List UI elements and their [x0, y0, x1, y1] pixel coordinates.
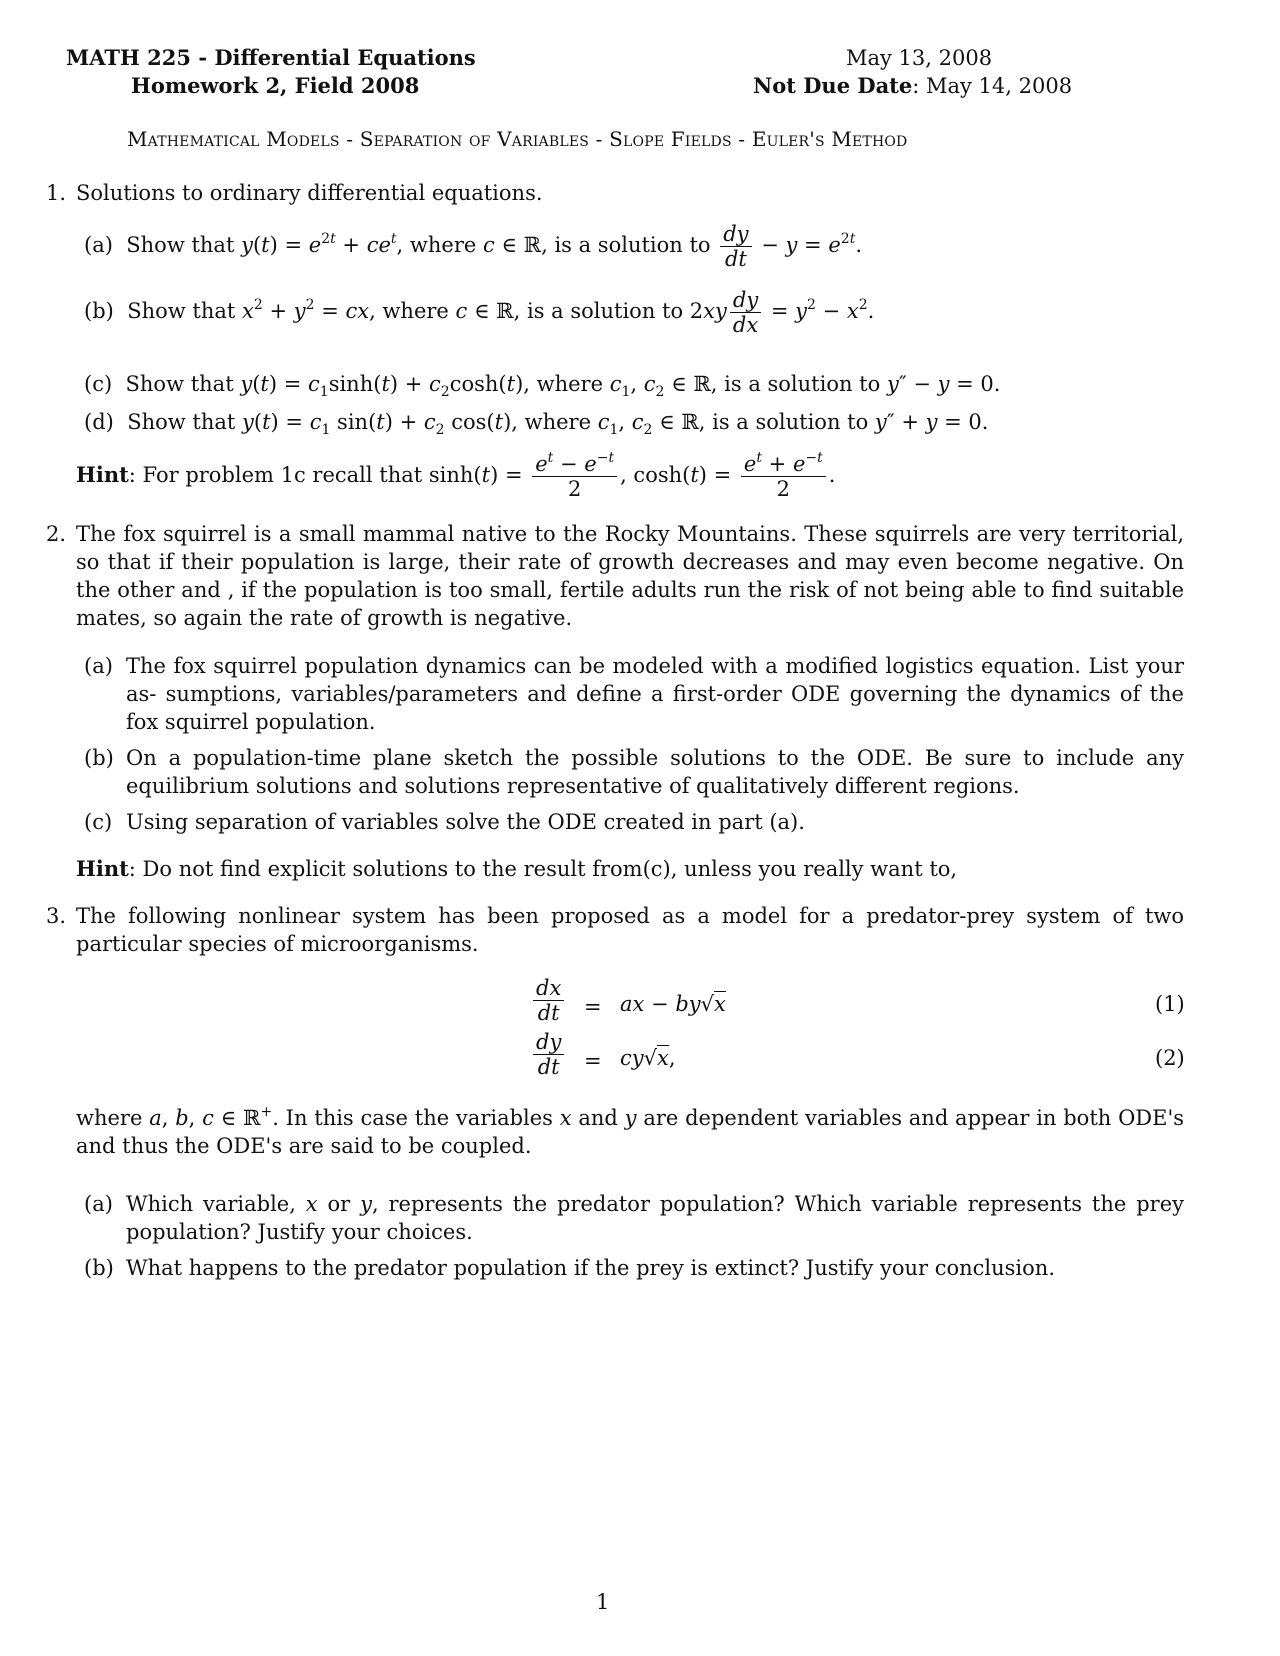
- cosh-fraction: $\frac{e^t + e^{-t}}{2}$: [741, 452, 826, 501]
- q2-hint: [76, 855, 957, 883]
- q1b-label: (b): [84, 299, 114, 323]
- dy-dt-fraction: $\frac{dy}{dt}$: [720, 222, 751, 271]
- q1d-item: (d) Show that $y(t) = c_1$ $\sin(t) + c_2$ cos(t), where $c_1$, $c_2$ ∈ ℝ, is a solution to y″ + y = 0.: [84, 410, 989, 438]
- eq1-lhs: [530, 976, 567, 1025]
- page-number: 1: [596, 1590, 610, 1614]
- q3a-or: or: [317, 1192, 361, 1216]
- q3-where: where a, b, c ∈ ℝ+. In this case the variables x and y are dependent variables and appear in both ODE's and thus the ODE's are said to be coupled.: [76, 1104, 1185, 1158]
- q1a-label: (a): [84, 233, 113, 257]
- q2-intro: The fox squirrel is a small mammal native to the Rocky Mountains. These squirrels are very territorial, so that if their population is large, their rate of growth decreases and may even become negative. On the other and , if the population is too small, fertile adults run the risk of not being able to find suitable mates, so again the rate of growth is negative.: [76, 522, 1184, 630]
- q2-hint-label: Hint: [76, 856, 129, 881]
- not-due-value: : May 14, 2008: [912, 74, 1073, 98]
- q1c-mid: , where: [523, 372, 610, 396]
- q2c-label: (c): [84, 810, 113, 834]
- eq2-tag: (2): [1155, 1046, 1185, 1070]
- eq2-lhs: [530, 1030, 567, 1079]
- q1a-mid2: , is a solution to: [541, 233, 718, 257]
- q1b-item: (b) Show that $x^2 + y^2$ = cx, where c ∈ ℝ, is a solution to 2xy $\frac{dy}{dx}$ = $y^2 - x^2$.: [84, 288, 875, 337]
- q1a-mid: , where: [396, 233, 483, 257]
- eq1-equals: =: [584, 995, 602, 1019]
- homework-title: Homework 2, Field 2008: [131, 73, 420, 98]
- q1-hint: Hint: For problem 1c recall that sinh(t) = $\frac{e^t - e^{-t}}{2}$ , cosh(t) = $\frac{e^t + e^{-t}}{2}$ .: [76, 450, 836, 501]
- q3a-pre: Which variable,: [126, 1192, 306, 1216]
- q2a-text: The fox squirrel population dynamics can be modeled with a modified logistics equation. List your as- sumptions, variables/parameters and define a first-order ODE governing the dynamics of the fox squirrel population.: [126, 654, 1184, 734]
- q1-title: Solutions to ordinary differential equations.: [76, 181, 543, 205]
- q1b-mid: , where: [369, 299, 456, 323]
- not-due-date: [753, 72, 1072, 100]
- q3-where-post: . In this case the variables: [272, 1106, 560, 1130]
- q2-number: 2.: [46, 522, 67, 546]
- q2c-text: Using separation of variables solve the ODE created in part (a).: [126, 810, 805, 834]
- q3a-text: Which variable, x or y, represents the predator population? Which variable represents the prey population? Justify your choices.: [126, 1192, 1184, 1244]
- q3a-post: , represents the predator population? Which variable represents the prey population? Justify your choices.: [126, 1192, 1184, 1244]
- q1c-label: (c): [84, 372, 113, 396]
- q2b-label: (b): [84, 746, 114, 770]
- eq2-rhs: cy√x,: [620, 1046, 676, 1070]
- q1-hint-label: Hint: [76, 462, 129, 487]
- q2-hint-text: : Do not find explicit solutions to the result from(c), unless you really want to,: [128, 857, 958, 881]
- q3-number: 3.: [46, 904, 67, 928]
- q1c-mid2: , is a solution to: [710, 372, 887, 396]
- q1-number: 1.: [46, 181, 67, 205]
- q3-where-and: and: [571, 1106, 625, 1130]
- q1a-pre: Show that: [126, 233, 242, 257]
- dx-dt-fraction: $\frac{dx}{dt}$: [533, 976, 564, 1025]
- q1b-mid2: , is a solution to: [513, 299, 690, 323]
- q1b-pre: Show that: [127, 299, 243, 323]
- not-due-label: Not Due Date: [753, 73, 913, 98]
- topics-line: Mathematical Models - Separation of Variables - Slope Fields - Euler's Method: [127, 127, 908, 151]
- q3-where-rest: are dependent variables and appear in both ODE's and thus the ODE's are said to be coupled.: [76, 1106, 1185, 1158]
- q1c-item: (c) Show that $y(t) = c_1\sinh(t) + c_2\cosh(t)$, where $c_1$, $c_2$ ∈ ℝ, is a solution to y″ − y = 0.: [84, 372, 1001, 400]
- q1-hint-text: : For problem 1c recall that: [128, 463, 429, 487]
- q1d-mid2: , is a solution to: [698, 410, 875, 434]
- q3b-text: What happens to the predator population if the prey is extinct? Justify your conclusion.: [126, 1256, 1055, 1280]
- q3-intro: The following nonlinear system has been proposed as a model for a predator-prey system of two particular species of microorganisms.: [76, 904, 1184, 956]
- q2a-label: (a): [84, 654, 113, 678]
- q1c-pre: Show that: [125, 372, 241, 396]
- q2b-text: On a population-time plane sketch the possible solutions to the ODE. Be sure to include any equilibrium solutions and solutions representative of qualitatively different regions.: [126, 746, 1184, 798]
- issue-date: May 13, 2008: [846, 46, 993, 70]
- q3b-label: (b): [84, 1256, 114, 1280]
- eq1-rhs: ax − by√x: [620, 992, 726, 1016]
- eq1-tag: (1): [1155, 992, 1185, 1016]
- q1a-item: (a) Show that $y(t) = e^{2t} + ce^t$, where c ∈ ℝ, is a solution to $\frac{dy}{dt}$ − $y = e^{2t}$.: [84, 222, 863, 271]
- q3a-label: (a): [84, 1192, 113, 1216]
- q3-where-pre: where: [76, 1106, 150, 1130]
- q1d-pre: Show that: [127, 410, 243, 434]
- q1d-label: (d): [84, 410, 114, 434]
- eq2-equals: =: [584, 1049, 602, 1073]
- dy-dt-fraction-2: $\frac{dy}{dt}$: [533, 1030, 564, 1079]
- course-title: MATH 225 - Differential Equations: [66, 45, 476, 70]
- q1d-mid: , where: [511, 410, 598, 434]
- dy-dx-fraction: $\frac{dy}{dx}$: [730, 288, 761, 337]
- sinh-fraction: $\frac{e^t - e^{-t}}{2}$: [532, 452, 617, 501]
